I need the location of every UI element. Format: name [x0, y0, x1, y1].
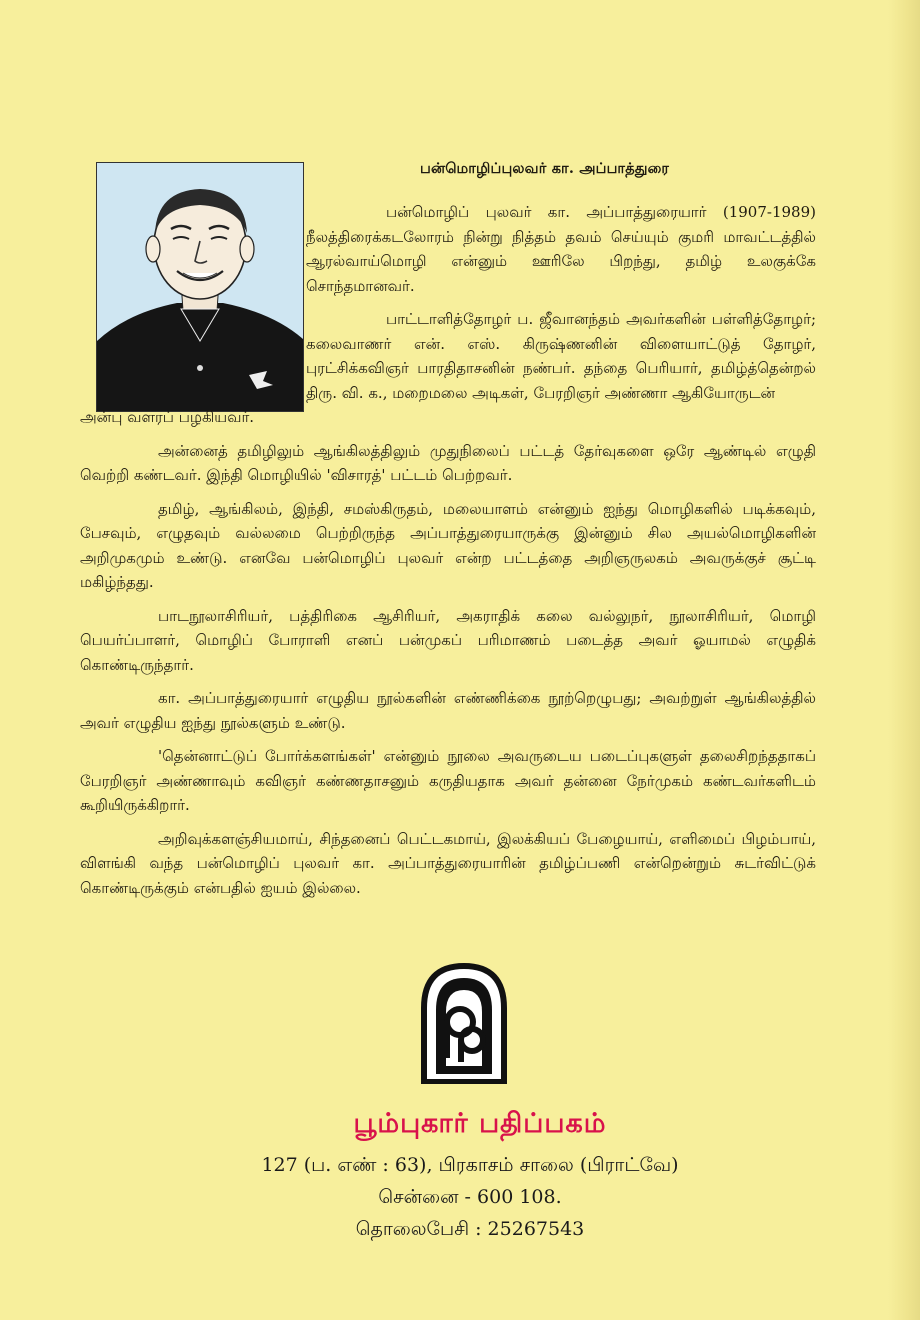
publisher-phone: தொலைபேசி : 25267543	[355, 1218, 585, 1240]
bio-paragraph-7: 'தென்னாட்டுப் போர்க்களங்கள்' என்னும் நூலை அவருடைய படைப்புகளுள் தலைசிறந்ததாகப் பேரறிஞர் அண்ணாவும் கவிஞர் கண்ணதாசனும் கருதியதாக அவர் தன்னை நேர்முகம் கண்டவர்களிடம் கூறியிருக்கிறார்.	[80, 747, 816, 814]
bio-paragraph-6: கா. அப்பாத்துரையார் எழுதிய நூல்களின் எண்ணிக்கை நூற்றெழுபது; அவற்றுள் ஆங்கிலத்தில் அவர் எழுதிய ஐந்து நூல்களும் உண்டு.	[80, 689, 816, 732]
author-biography	[80, 200, 816, 909]
bio-paragraph-2: பாட்டாளித்தோழர் ப. ஜீவானந்தம் அவர்களின் பள்ளித்தோழர்; கலைவாணர் என். எஸ். கிருஷ்ணனின் விளையாட்டுத் தோழர், புரட்சிக்கவிஞர் பாரதிதாசனின் நண்பர். தந்தை பெரியார், தமிழ்த்தென்றல் திரு. வி. க., மறைமலை அடிகள், பேரறிஞர் அண்ணா ஆகியோருடன்	[306, 310, 816, 402]
publisher-name: பூம்புகார் பதிப்பகம்	[353, 1108, 607, 1139]
bio-paragraph-4: தமிழ், ஆங்கிலம், இந்தி, சமஸ்கிருதம், மலையாளம் என்னும் ஐந்து மொழிகளில் படிக்கவும், பேசவும், எழுதவும் வல்லமை பெற்றிருந்த அப்பாத்துரையாருக்கு இன்னும் சில அயல்மொழிகளின் அறிமுகமும் உண்டு. எனவே பன்மொழிப் புலவர் என்ற பட்டத்தை அறிஞருலகம் அவருக்குச் சூட்டி மகிழ்ந்தது.	[80, 499, 816, 591]
publisher-logo	[420, 962, 508, 1084]
bio-paragraph-3: அன்னைத் தமிழிலும் ஆங்கிலத்திலும் முதுநிலைப் பட்டத் தேர்வுகளை ஒரே ஆண்டில் எழுதி வெற்றி கண்டவர். இந்தி மொழியில் 'விசாரத்' பட்டம் பெற்றவர்.	[80, 441, 816, 484]
publisher-address: 127 (ப. எண் : 63), பிரகாசம் சாலை (பிராட்வே)	[261, 1154, 679, 1176]
author-title: பன்மொழிப்புலவர் கா. அப்பாத்துரை	[420, 160, 670, 177]
page-edge-shadow	[888, 0, 920, 1320]
bio-paragraph-2-end: அன்பு வளரப் பழகியவர்.	[80, 408, 255, 426]
bio-paragraph-5: பாடநூலாசிரியர், பத்திரிகை ஆசிரியர், அகராதிக் கலை வல்லுநர், நூலாசிரியர், மொழி பெயர்ப்பாளர், மொழிப் போராளி எனப் பன்முகப் பரிமாணம் படைத்த அவர் ஓயாமல் எழுதிக் கொண்டிருந்தார்.	[80, 606, 816, 674]
bio-paragraph-8: அறிவுக்களஞ்சியமாய், சிந்தனைப் பெட்டகமாய், இலக்கியப் பேழையாய், எளிமைப் பிழம்பாய், விளங்கி வந்த பன்மொழிப் புலவர் கா. அப்பாத்துரையாரின் தமிழ்ப்பணி என்றென்றும் சுடர்விட்டுக் கொண்டிருக்கும் என்பதில் ஐயம் இல்லை.	[80, 829, 816, 897]
publisher-city: சென்னை - 600 108.	[378, 1186, 562, 1208]
bio-paragraph-1: பன்மொழிப் புலவர் கா. அப்பாத்துரையார் (1907-1989) நீலத்திரைக்கடலோரம் நின்று நித்தம் தவம் செய்யும் குமரி மாவட்டத்தில் ஆரல்வாய்மொழி என்னும் ஊரிலே பிறந்து, தமிழ் உலகுக்கே சொந்தமானவர்.	[306, 203, 816, 295]
